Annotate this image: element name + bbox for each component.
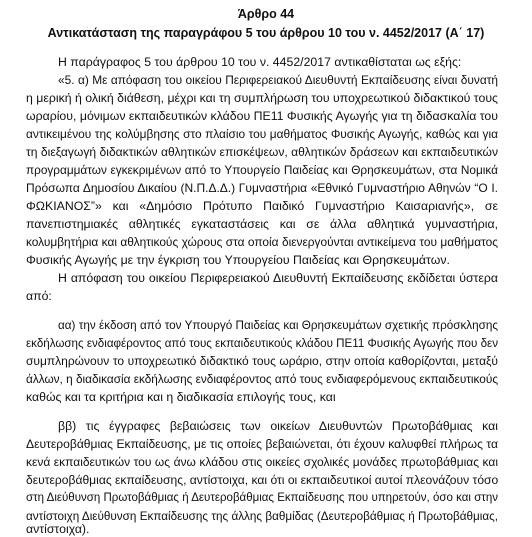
text-line: δευτεροβάθμιας εκπαίδευσης, αντίστοιχα, και ότι οι εκπαιδευτικοί αυτοί πλεονάζουν τόσο — [26, 473, 498, 487]
text-line: τη διεξαγωγή διδακτικών αθλητικών επισκέψεων, αθλητικών δράσεων και εκπαιδευτικών — [26, 145, 498, 159]
text-line: αντίστοιχη Διεύθυνση Εκπαίδευσης της άλλης βαθμίδας (Δευτεροβάθμιας ή Πρωτοβάθμιας, — [26, 510, 498, 523]
text-line: από: — [26, 289, 52, 303]
text-line: καθώς και τα κριτήρια και η διαδικασία επιλογής τους, και — [26, 390, 336, 404]
text-line: κολυμβητήρια και αθλητικούς χώρους στα οποία διενεργούνται αντικείμενα του μαθήματος — [26, 235, 498, 249]
text-line: κενά εκπαιδευτικών του ως άνω κλάδου στις οικείες σχολικές μονάδες πρωτοβάθμιας και — [26, 455, 498, 469]
text-line: ωραρίου, μόνιμων εκπαιδευτικών κλάδου ΠΕ11 Φυσικής Αγωγής για τη διδασκαλία του — [26, 109, 498, 123]
text-line: προγραμμάτων εγκεκριμένων από το Υπουργείο Παιδείας και Θρησκευμάτων, στα Νομικά — [26, 163, 498, 177]
text-line: αα) την έκδοση από τον Υπουργό Παιδείας και Θρησκευμάτων σχετικής πρόσκλησης — [58, 319, 498, 332]
text-line: πανεπιστημιακές αθλητικές εγκαταστάσεις και σε άλλα αθλητικά γυμναστήρια, — [26, 217, 498, 231]
text-line: η μερική ή ολική διάθεση, μέχρι και τη συμπλήρωση του υποχρεωτικού διδακτικού τους — [26, 91, 498, 105]
text-line: εκδήλωσης ενδιαφέροντος από τους εκπαιδευτικούς κλάδου ΠΕ11 Φυσικής Αγωγής που δεν — [26, 337, 498, 350]
text-line: «5. α) Με απόφαση του οικείου Περιφερειακού Διευθυντή Εκπαίδευσης είναι δυνατή — [58, 73, 498, 87]
text-line: στη Διεύθυνση Πρωτοβάθμιας ή Δευτεροβάθμιας Εκπαίδευσης που υπηρετούν, όσο και στην — [26, 492, 498, 504]
article-number: Άρθρο 44 — [237, 7, 295, 21]
text-line: Η απόφαση του οικείου Περιφερειακού Διευθυντή Εκπαίδευσης εκδίδεται ύστερα — [58, 271, 498, 285]
text-line: συμπληρώνουν το υποχρεωτικό διδακτικό τους ωράριο, στην οποία καθορίζονται, μεταξύ — [26, 354, 498, 368]
text-line: αντίστοιχα). — [26, 522, 90, 536]
text-line: Πρόσωπα Δημοσίου Δικαίου (Ν.Π.Δ.Δ.) Γυμναστήρια «Εθνικό Γυμναστήριο Αθηνών “Ο Ι. — [26, 181, 498, 195]
text-line: ΦΩΚΙΑΝΟΣ”» και «Δημόσιο Πρότυπο Παιδικό Γυμναστήριο Καισαριανής», σε — [26, 199, 498, 213]
text-line: Η παράγραφος 5 του άρθρου 10 του ν. 4452/2017 αντικαθίσταται ως εξής: — [58, 55, 462, 69]
text-line: αντικειμένου της κολύμβησης στο πλαίσιο του μαθήματος Φυσικής Αγωγής, καθώς και για — [26, 127, 498, 141]
article-title: Αντικατάσταση της παραγράφου 5 του άρθρου 10 του ν. 4452/2017 (Α΄ 17) — [47, 26, 485, 40]
text-line: άλλων, η διαδικασία εκδήλωσης ενδιαφέροντος από τους ενδιαφερόμενους εκπαιδευτικούς — [26, 372, 498, 386]
text-line: Φυσικής Αγωγής με την έγκριση του Υπουργείου Παιδείας και Θρησκευμάτων. — [26, 253, 450, 267]
text-line: ββ) τις έγγραφες βεβαιώσεις των οικείων Διευθυντών Πρωτοβάθμιας και — [58, 419, 498, 433]
text-line: Δευτεροβάθμιας Εκπαίδευσης, με τις οποίες βεβαιώνεται, ότι έχουν καλυφθεί πλήρως τα — [26, 437, 498, 451]
